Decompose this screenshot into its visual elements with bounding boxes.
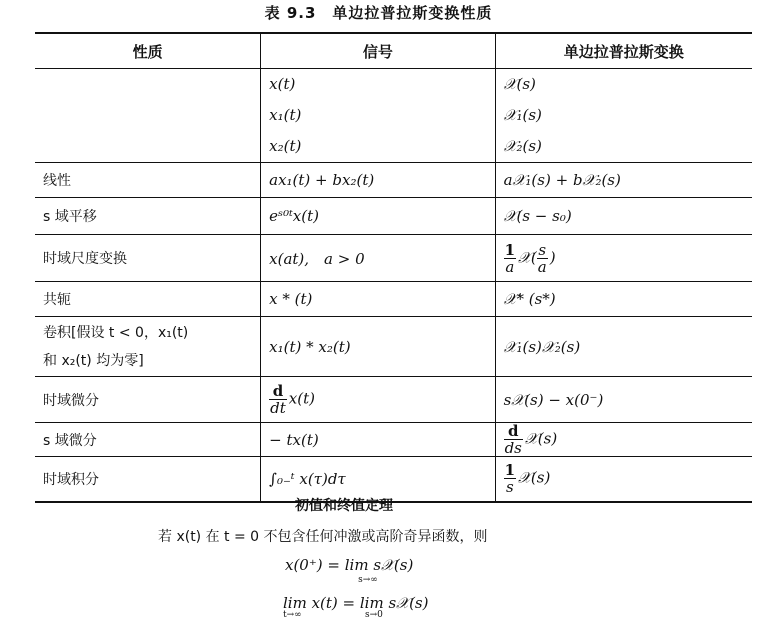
limit-subscript-left: t→∞: [283, 610, 302, 620]
fraction-denominator: ds: [504, 439, 522, 457]
transform-expression: 𝒳(s): [524, 429, 558, 448]
table-row: [35, 198, 752, 235]
fraction-numerator: d: [504, 423, 523, 440]
table-header-row: [35, 33, 752, 69]
transform-cell: s𝒳(s) − x(0⁻): [495, 377, 752, 423]
final-value-theorem: [283, 594, 583, 620]
property-cell: [35, 69, 261, 163]
table-row: [35, 163, 752, 198]
property-cell: [35, 317, 261, 377]
initial-value-equation: x(0⁺) = lim s𝒳(s): [285, 556, 414, 574]
fraction-denominator: s: [505, 478, 514, 497]
fraction-numerator: d: [269, 383, 287, 400]
property-cell: 时域积分: [35, 457, 261, 502]
header-signal: 信号: [261, 33, 495, 69]
final-value-equation: lim x(t) = lim s𝒳(s): [283, 594, 429, 612]
initial-value-theorem: [285, 556, 585, 585]
header-property: 性质: [35, 33, 261, 69]
fraction: [504, 242, 516, 275]
limit-subscript-right: s→0: [365, 610, 383, 620]
transform-cell: [495, 457, 752, 502]
fraction-numerator: s: [538, 240, 547, 259]
transform-line: 𝒳(s): [503, 75, 536, 93]
theorem-heading: 初值和终值定理: [295, 498, 393, 514]
signal-cell: ax₁(t) + bx₂(t): [261, 163, 495, 198]
table-row: [35, 377, 752, 423]
signal-cell: − tx(t): [261, 423, 495, 457]
signal-expression: x(t): [288, 389, 315, 408]
table-title: 表 9.3 单边拉普拉斯变换性质: [264, 4, 493, 22]
signal-cell: x₁(t) * x₂(t): [261, 317, 495, 377]
property-cell: 时域微分: [35, 377, 261, 423]
fraction: [269, 383, 287, 416]
table-row: [35, 69, 752, 163]
signal-cell: [261, 69, 495, 163]
transform-cell: 𝒳₁(s)𝒳₂(s): [495, 317, 752, 377]
transform-cell: a𝒳₁(s) + b𝒳₂(s): [495, 163, 752, 198]
fraction: [537, 242, 548, 275]
laplace-properties-table: [35, 32, 752, 503]
table-row: [35, 282, 752, 317]
signal-cell: ∫₀₋ᵗ x(τ)dτ: [261, 457, 495, 502]
property-cell: s 域微分: [35, 423, 261, 457]
fraction-denominator: a: [505, 257, 515, 276]
theorem-condition: 若 x(t) 在 t = 0 不包含任何冲激或高阶奇异函数，则: [158, 529, 488, 545]
transform-cell: [495, 423, 752, 457]
table-row: [35, 317, 752, 377]
signal-cell: x * (t): [261, 282, 495, 317]
signal-cell: x(at), a > 0: [261, 235, 495, 282]
fraction-denominator: a: [537, 257, 547, 276]
limit-subscript: s→∞: [358, 575, 378, 585]
transform-cell: 𝒳* (s*): [495, 282, 752, 317]
transform-line: 𝒳₂(s): [503, 137, 542, 155]
property-cell: 线性: [35, 163, 261, 198]
transform-symbol: 𝒳(: [518, 248, 537, 266]
property-line: 卷积[假设 t < 0，x₁(t): [43, 324, 189, 341]
fraction-denominator: dt: [270, 399, 286, 417]
fraction: [504, 462, 516, 495]
transform-cell: [495, 235, 752, 282]
signal-line: x(t): [269, 75, 296, 93]
property-cell: 共轭: [35, 282, 261, 317]
property-cell: s 域平移: [35, 198, 261, 235]
transform-cell: 𝒳(s − s₀): [495, 198, 752, 235]
header-transform: 单边拉普拉斯变换: [495, 33, 752, 69]
property-line: 和 x₂(t) 均为零]: [43, 352, 144, 369]
table-row: [35, 235, 752, 282]
fraction: [504, 423, 523, 456]
signal-line: x₂(t): [269, 137, 302, 155]
transform-close: ): [549, 248, 556, 266]
fraction-numerator: 1: [504, 240, 516, 259]
table-row: [35, 423, 752, 457]
transform-line: 𝒳₁(s): [503, 106, 542, 124]
signal-cell: [261, 377, 495, 423]
fraction-numerator: 1: [504, 461, 516, 480]
signal-cell: eˢ⁰ᵗx(t): [261, 198, 495, 235]
property-cell: 时域尺度变换: [35, 235, 261, 282]
transform-cell: [495, 69, 752, 163]
transform-expression: 𝒳(s): [518, 468, 551, 487]
signal-line: x₁(t): [269, 106, 302, 124]
